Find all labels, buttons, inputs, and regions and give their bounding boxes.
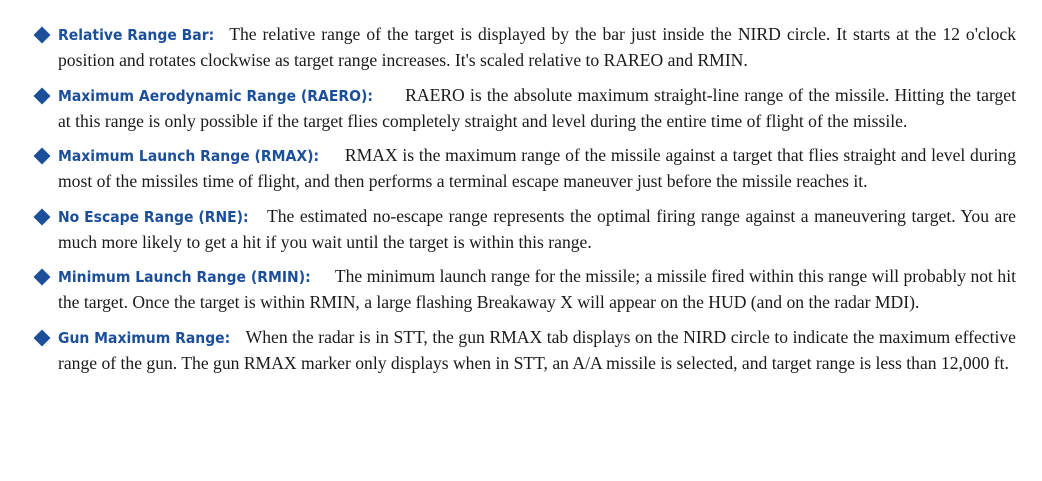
range-definitions-list: [34, 22, 1016, 376]
list-item-text: [58, 22, 1016, 73]
diamond-bullet-icon: [34, 87, 51, 104]
term-label: Gun Maximum Range:: [58, 328, 231, 347]
list-item-text: [58, 143, 1016, 194]
list-item-gun-max-range: [34, 325, 1016, 376]
list-item-max-aerodynamic-range: [34, 83, 1016, 134]
list-item-no-escape-range: [34, 204, 1016, 255]
term-label: No Escape Range (RNE):: [58, 207, 249, 226]
diamond-bullet-icon: [34, 208, 51, 225]
definition-text: RAERO is the absolute maximum straight-line range of the missile. Hitting the target at this range is only possible if the target flies completely straight and level during the entire time of flight of the missile.: [58, 84, 1016, 131]
list-item-text: [58, 325, 1016, 376]
diamond-bullet-icon: [34, 148, 51, 165]
list-item-text: [58, 264, 1016, 315]
term-label: Maximum Launch Range (RMAX):: [58, 147, 320, 165]
list-item-text: [58, 204, 1016, 255]
diamond-bullet-icon: [34, 27, 51, 44]
definition-text: The relative range of the target is displayed by the bar just inside the NIRD circle. It starts at the 12 o'clock position and rotates clockwise as target range increases. It's scaled relative to RAREO and RMIN.: [58, 24, 1016, 70]
diamond-bullet-icon: [34, 329, 51, 346]
definition-text: RMAX is the maximum range of the missile against a target that flies straight and level during most of the missiles time of flight, and then performs a terminal escape maneuver just before the missile reaches it.: [58, 145, 1016, 191]
term-label: Maximum Aerodynamic Range (RAERO):: [58, 86, 373, 105]
list-item-max-launch-range: [34, 143, 1016, 194]
definition-text: When the radar is in STT, the gun RMAX tab displays on the NIRD circle to indicate the maximum effective range of the gun. The gun RMAX marker only displays when in STT, an A/A missile is selected, and target range is less than 12,000 ft.: [58, 326, 1016, 373]
diamond-bullet-icon: [34, 269, 51, 286]
definition-text: The estimated no-escape range represents the optimal firing range against a maneuvering target. You are much more likely to get a hit if you wait until the target is within this range.: [58, 205, 1016, 252]
definition-text: The minimum launch range for the missile; a missile fired within this range will probably not hit the target. Once the target is within RMIN, a large flashing Breakaway X will appear on the HUD (and on the radar MDI).: [58, 266, 1016, 312]
term-label: Minimum Launch Range (RMIN):: [58, 268, 311, 286]
list-item-min-launch-range: [34, 264, 1016, 315]
term-label: Relative Range Bar:: [58, 26, 215, 44]
list-item-text: [58, 83, 1016, 134]
list-item-relative-range-bar: [34, 22, 1016, 73]
